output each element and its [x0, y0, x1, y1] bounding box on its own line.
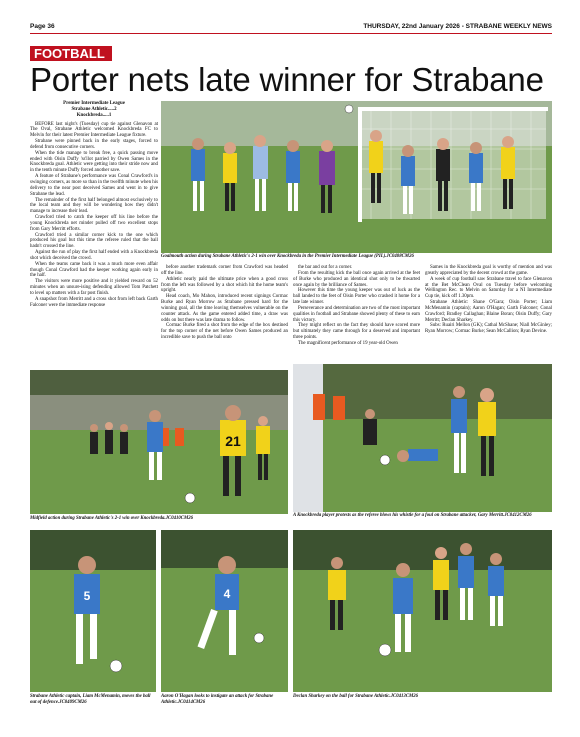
article-column-2	[161, 265, 288, 341]
score-away: Knockbreda.....1	[76, 112, 112, 118]
paragraph: The visitors were more positive and it yielded reward on 52 minutes when an unsure-ising defending allowed Tom Patchett to level up matters with a far post finish.	[30, 279, 158, 296]
paragraph: When the tide manage to break free, a quick passing move ended with Oisin Duffy 'ss'llot parried by Owen Sames in the Knockbreda goal. Athletic were getting into their stride now and in the tenth minute Duffy forced another save.	[30, 150, 158, 174]
paragraph: When the teams came back it was a much more even affair though Conal Crawford had the keeper working again early in the half.	[30, 261, 158, 279]
paragraph: Strabane Athletic: Shane O'Gara; Oisin Porter; Liam McMenamin (captain); Aaron O'Hagan; Garth Falconer; Conal Crawford; Bradley Callaghan; Blaine Boran; Oisin Duffy; Gary Merritt; Declan Sharkey.	[425, 300, 552, 323]
paragraph: the bar and out for a corner.	[298, 265, 353, 270]
jersey-number: 5	[83, 589, 91, 603]
paragraph: The magnificent performance of 19 year-old Owen	[298, 340, 398, 346]
photo-captain	[30, 530, 156, 692]
paragraph: The remainder of the first half belonged almost exclusively to the local team and they will be wondering how they didn't manage to increase their lead.	[30, 197, 158, 215]
paragraph: Head coach, Mo Mahon, introduced recent signings Cormac Burke and Ryan Morrow as Strabane pressed hard for the winning goal, all the time leaving themselves vulnerable on the counter attack. As the game entered added time, a draw was odds on but there was late drama to follow.	[161, 294, 288, 323]
caption-protest-photo: A Knockbreda player protests as the referee blows his whistle for a foul on Strabane attacker, Gary Merritt.JC0412CM26	[293, 513, 532, 518]
dateline: THURSDAY, 22nd January 2026 - STRABANE WEEKLY NEWS	[363, 23, 552, 30]
photo-ohagan	[161, 530, 288, 692]
paragraph: They might reflect on the fact they should have scored more but ultimately they came through for a deserved and important three points.	[293, 323, 420, 341]
paragraph: Athletic nearly paid the ultimate price when a good cross from the left was followed by a shot which hit the home team's upright.	[161, 276, 288, 294]
paragraph: Crawford tried a similar corner kick to the one which produced his goal but this time the referee ruled that the ball hadn't crossed the line.	[30, 232, 158, 250]
score-home: Strabane Athletic.....2	[71, 106, 117, 112]
jersey-number: 4	[223, 587, 231, 601]
caption-midfield-photo: Midfield action during Strabane Athletic's 2-1 win over Knockbreda.JC0410CM26	[30, 516, 194, 521]
caption-sharkey-photo: Declan Sharkey on the ball for Strabane Athletic.JC0413CM26	[293, 694, 419, 699]
caption-ohagan-photo: Aaron O'Hagan looks to instigate an attack for Strabane Athletic.JC0414CM26	[161, 694, 274, 705]
paragraph: A feature of Strabane's performance was Conal Crawford's in swinging corners, as more so than in the twelfth minute when his delivery to the near post deceived Sames and went in to give Strabane the lead.	[30, 174, 158, 197]
article-column-1	[30, 101, 158, 309]
paragraph: Perseverance and determination are two of the most important qualities in football and Strabane showed plenty of these to earn this victory.	[293, 305, 420, 323]
paragraph: Subs: Ruairi Mellon (GK); Cathal McShane; Niall McGinley; Ryan Morrow; Cormac Burke; Sean McCallion; Ryan Devine.	[425, 323, 552, 335]
photo-referee-protest	[293, 364, 552, 512]
score-league: Premier Intermediate League	[63, 101, 125, 106]
paragraph: Cormac Burke fired a shot from the edge of the box destined for the top corner of the net before Owen Sames produced an incredible save to push the ball onto	[161, 323, 288, 341]
paragraph: BEFORE last night's (Tuesday) cup tie against Glenavon at The Oval, Strabane Athletic welcomed Knockbreda FC to Melvin for their latest Premier Intermediate League fixture.	[30, 121, 158, 139]
paragraph: Sames in the Knockbreda goal is worthy of mention and was greatly appreciated by the decent crowd at the game.	[425, 265, 552, 276]
page-header	[30, 23, 552, 33]
caption-main-photo: Goalmouth action during Strabane Athletic's 2-1 win over Knockbreda in the Premier Intermediate League (PIL).JC0408CM26	[161, 254, 414, 259]
section-label: FOOTBALL	[30, 46, 112, 61]
paragraph: Strabane were pinned back in the early stages, forced to defend from consecutive corners.	[30, 139, 158, 150]
photo-sharkey	[293, 530, 552, 692]
caption-captain-photo: Strabane Athletic captain, Liam McMenamin, moves the ball out of defence.JC0409CM26	[30, 694, 151, 705]
paragraph: A snapshot from Merritt and a cross shot from left back Garth Falconer were the immediate response	[30, 296, 158, 308]
headline: Porter nets late winner for Strabane	[30, 61, 544, 98]
article-column-4	[425, 265, 552, 335]
jersey-number: 21	[225, 433, 241, 449]
photo-midfield-action	[30, 370, 288, 514]
article-column-3	[293, 265, 420, 347]
paragraph: before another trademark corner from Crawford was headed off the line.	[161, 265, 288, 276]
paragraph: A week of cup football saw Strabane travel to face Glenavon at the Bet McClean Oval on Tuesday before welcoming Wellington Rec. to Melvin on Saturday for a NI Intermediate Cup tie, kick off 1.30pm.	[425, 276, 552, 300]
header-rule	[30, 33, 552, 34]
paragraph: From the resulting kick the ball once again arrived at the feet of Burke who produced an identical shot only to be thwarted once again by the brilliance of Sames.	[293, 270, 420, 288]
paragraph: Crawford tried to catch the keeper off his line before the young Knockbreda net minder pulled off two excellent stops from Gary Merritt efforts.	[30, 215, 158, 232]
main-photo-goalmouth	[161, 101, 552, 253]
paragraph: However this time the young keeper was out of luck as the ball landed to the feet of Oisin Porter who crashed it home for a late late winner.	[293, 288, 420, 306]
page-number: Page 36	[30, 23, 55, 30]
paragraph: Against the run of play the first half ended with a Knockbreda shot which deceived the crowd.	[30, 250, 158, 261]
